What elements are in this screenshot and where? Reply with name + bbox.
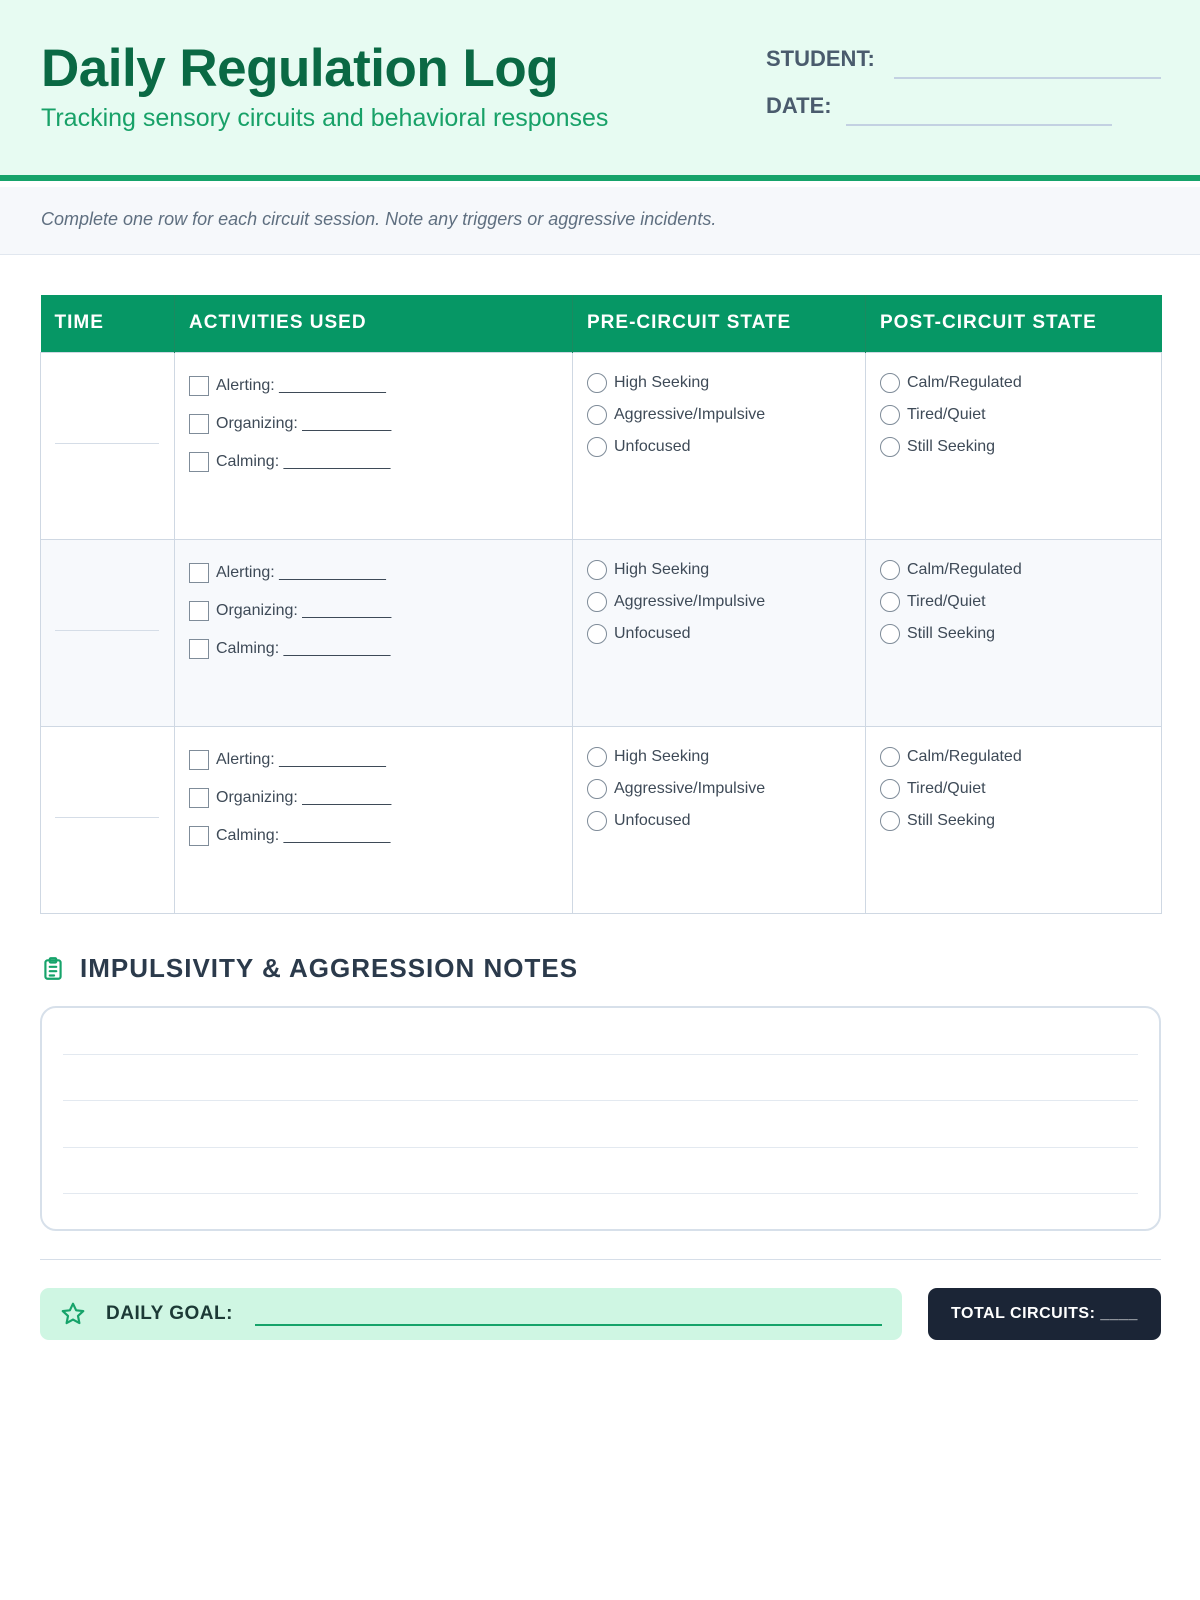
option-label: High Seeking [614, 747, 710, 765]
post-option-still-seeking[interactable] [880, 618, 1147, 650]
radio-button[interactable] [880, 747, 900, 767]
activity-calming[interactable] [189, 817, 558, 855]
note-line [63, 1054, 1138, 1055]
time-cell [41, 539, 175, 726]
activity-calming[interactable] [189, 630, 558, 668]
radio-button[interactable] [587, 560, 607, 580]
radio-button[interactable] [587, 373, 607, 393]
instructions-bar [0, 187, 1200, 255]
pre-state-cell [573, 352, 866, 539]
activity-organizing[interactable] [189, 592, 558, 630]
pre-option-aggressive[interactable] [587, 399, 851, 431]
post-option-calm[interactable] [880, 367, 1147, 399]
activity-alerting[interactable] [189, 741, 558, 779]
checkbox[interactable] [189, 639, 209, 659]
time-cell [41, 726, 175, 913]
checkbox[interactable] [189, 452, 209, 472]
column-header-activities: ACTIVITIES USED [175, 295, 573, 352]
activity-label: Organizing: __________ [216, 601, 392, 619]
activity-label: Calming: ____________ [216, 639, 391, 657]
radio-button[interactable] [880, 592, 900, 612]
pre-option-aggressive[interactable] [587, 586, 851, 618]
table-row [41, 539, 1162, 726]
activities-cell [175, 352, 573, 539]
post-option-calm[interactable] [880, 741, 1147, 773]
post-option-tired[interactable] [880, 773, 1147, 805]
column-header-time: TIME [41, 295, 175, 352]
total-circuits-badge: TOTAL CIRCUITS: ____ [928, 1288, 1161, 1340]
notes-textarea[interactable] [40, 1006, 1161, 1231]
activity-alerting[interactable] [189, 367, 558, 405]
pre-state-cell [573, 726, 866, 913]
radio-button[interactable] [587, 811, 607, 831]
option-label: Tired/Quiet [907, 779, 986, 797]
pre-option-unfocused[interactable] [587, 618, 851, 650]
post-option-calm[interactable] [880, 554, 1147, 586]
post-state-cell [866, 539, 1162, 726]
notes-title: IMPULSIVITY & AGGRESSION NOTES [80, 953, 579, 983]
option-label: Tired/Quiet [907, 405, 986, 423]
daily-goal-field[interactable] [255, 1324, 882, 1326]
time-cell [41, 352, 175, 539]
activity-organizing[interactable] [189, 779, 558, 817]
table-row [41, 726, 1162, 913]
footer-divider [40, 1259, 1161, 1260]
activity-alerting[interactable] [189, 554, 558, 592]
option-label: Calm/Regulated [907, 373, 1022, 391]
table-header-row [41, 295, 1162, 352]
radio-button[interactable] [587, 779, 607, 799]
option-label: Aggressive/Impulsive [614, 779, 766, 797]
radio-button[interactable] [587, 592, 607, 612]
option-label: Calm/Regulated [907, 747, 1022, 765]
star-icon [60, 1301, 86, 1327]
option-label: Tired/Quiet [907, 592, 986, 610]
date-label: DATE: [766, 93, 832, 118]
option-label: Unfocused [614, 811, 691, 829]
post-option-tired[interactable] [880, 586, 1147, 618]
clipboard-icon [40, 956, 66, 982]
pre-option-unfocused[interactable] [587, 805, 851, 837]
student-field[interactable] [894, 77, 1161, 79]
date-field[interactable] [846, 124, 1112, 126]
activity-label: Organizing: __________ [216, 414, 392, 432]
radio-button[interactable] [880, 373, 900, 393]
option-label: Still Seeking [907, 437, 996, 455]
checkbox[interactable] [189, 414, 209, 434]
table-row [41, 352, 1162, 539]
activities-cell [175, 539, 573, 726]
radio-button[interactable] [587, 624, 607, 644]
pre-option-high-seeking[interactable] [587, 554, 851, 586]
radio-button[interactable] [880, 779, 900, 799]
option-label: Aggressive/Impulsive [614, 405, 766, 423]
notes-heading [40, 953, 578, 984]
post-option-still-seeking[interactable] [880, 431, 1147, 463]
radio-button[interactable] [587, 437, 607, 457]
checkbox[interactable] [189, 376, 209, 396]
student-label: STUDENT: [766, 46, 875, 71]
pre-option-unfocused[interactable] [587, 431, 851, 463]
option-label: Unfocused [614, 437, 691, 455]
daily-goal-box [40, 1288, 902, 1340]
activity-organizing[interactable] [189, 405, 558, 443]
pre-option-high-seeking[interactable] [587, 367, 851, 399]
radio-button[interactable] [880, 811, 900, 831]
time-field[interactable] [55, 630, 159, 631]
note-line [63, 1147, 1138, 1148]
checkbox[interactable] [189, 826, 209, 846]
option-label: Still Seeking [907, 811, 996, 829]
circuit-log-table [40, 295, 1162, 914]
activities-cell [175, 726, 573, 913]
radio-button[interactable] [880, 405, 900, 425]
time-field[interactable] [55, 443, 159, 444]
radio-button[interactable] [587, 747, 607, 767]
instructions-text: Complete one row for each circuit session. Note any triggers or aggressive incidents. [41, 209, 717, 229]
page-title: Daily Regulation Log [41, 39, 559, 98]
time-field[interactable] [55, 817, 159, 818]
daily-goal-label: DAILY GOAL: [106, 1303, 233, 1324]
activity-label: Alerting: ____________ [216, 563, 386, 581]
checkbox[interactable] [189, 563, 209, 583]
page-header [0, 0, 1200, 181]
activity-label: Calming: ____________ [216, 826, 391, 844]
option-label: High Seeking [614, 373, 710, 391]
activity-label: Alerting: ____________ [216, 376, 386, 394]
option-label: Calm/Regulated [907, 560, 1022, 578]
option-label: Aggressive/Impulsive [614, 592, 766, 610]
post-state-cell [866, 352, 1162, 539]
activity-label: Organizing: __________ [216, 788, 392, 806]
option-label: Unfocused [614, 624, 691, 642]
activity-label: Calming: ____________ [216, 452, 391, 470]
pre-state-cell [573, 539, 866, 726]
checkbox[interactable] [189, 601, 209, 621]
pre-option-high-seeking[interactable] [587, 741, 851, 773]
checkbox[interactable] [189, 750, 209, 770]
radio-button[interactable] [587, 405, 607, 425]
radio-button[interactable] [880, 624, 900, 644]
radio-button[interactable] [880, 560, 900, 580]
pre-option-aggressive[interactable] [587, 773, 851, 805]
checkbox[interactable] [189, 788, 209, 808]
option-label: High Seeking [614, 560, 710, 578]
radio-button[interactable] [880, 437, 900, 457]
column-header-pre-state: PRE-CIRCUIT STATE [573, 295, 866, 352]
post-state-cell [866, 726, 1162, 913]
option-label: Still Seeking [907, 624, 996, 642]
note-line [63, 1193, 1138, 1194]
activity-label: Alerting: ____________ [216, 750, 386, 768]
note-line [63, 1100, 1138, 1101]
page-subtitle: Tracking sensory circuits and behavioral responses [41, 104, 609, 132]
post-option-still-seeking[interactable] [880, 805, 1147, 837]
post-option-tired[interactable] [880, 399, 1147, 431]
activity-calming[interactable] [189, 443, 558, 481]
column-header-post-state: POST-CIRCUIT STATE [866, 295, 1162, 352]
